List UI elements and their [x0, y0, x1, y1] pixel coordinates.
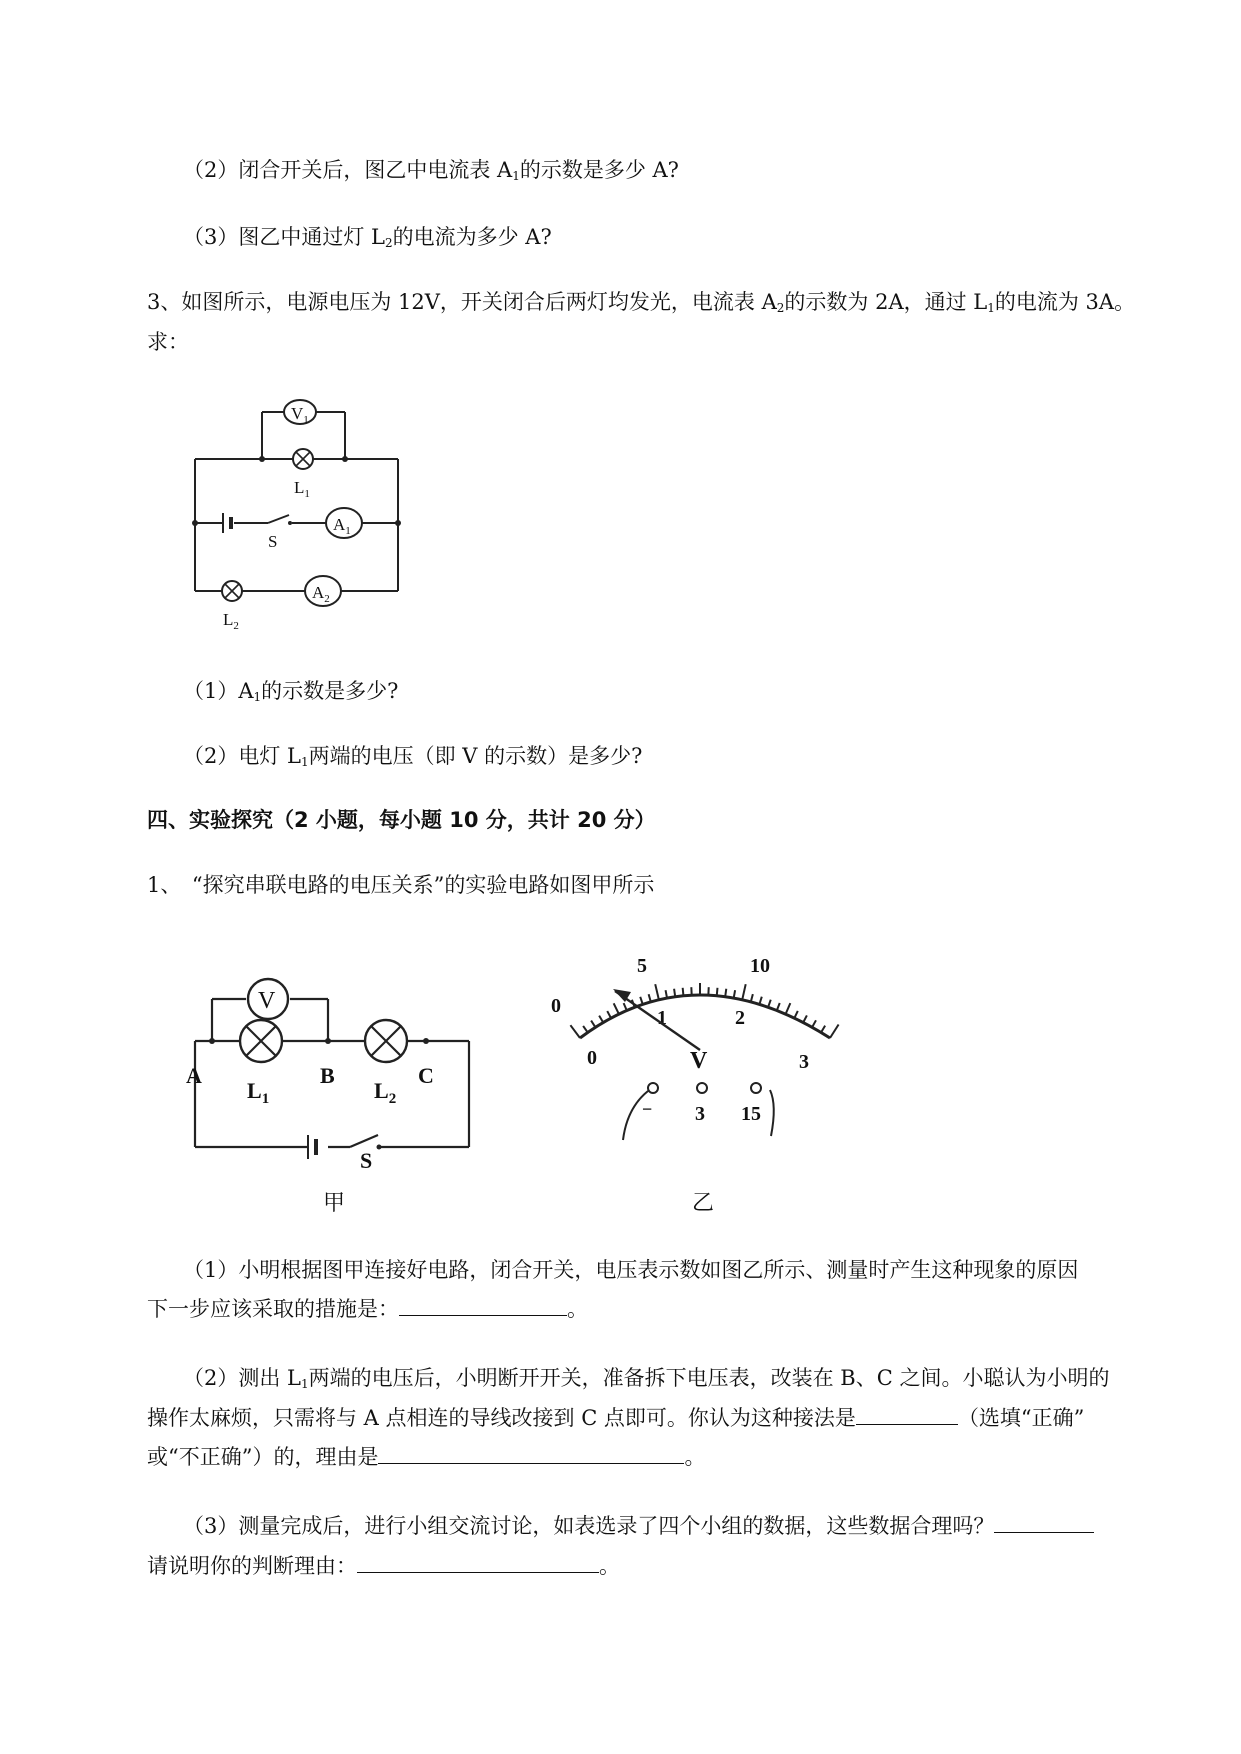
dial-tick — [751, 994, 753, 1002]
exp1-p2-line1 — [183, 1364, 1109, 1398]
q3-stem-a: 3、如图所示，电源电压为 12V，开关闭合后两灯均发光，电流表 A — [147, 290, 777, 314]
exp1-p2-sub: 1 — [300, 1377, 309, 1391]
dial-tick — [583, 1026, 588, 1033]
q3-sub1 — [183, 677, 398, 711]
dial-tick — [649, 994, 651, 1002]
figure-jia-caption: 甲 — [323, 1191, 346, 1216]
exp1-stem: 1、 “探究串联电路的电压关系”的实验电路如图甲所示 — [147, 873, 655, 897]
switch-s-label: S — [268, 532, 278, 551]
q3-sub1-text: （1）A — [183, 679, 254, 703]
q3-circuit-diagram — [190, 396, 430, 636]
dial-tick — [734, 990, 735, 998]
dial-tick — [640, 997, 643, 1005]
dial-tick — [742, 984, 745, 1000]
q2-sub3-text: （3）图乙中通过灯 L — [183, 225, 385, 249]
lead-wire-right — [770, 1090, 774, 1136]
dial-unit-v: V — [690, 1048, 708, 1074]
lamp-l2-jia-label: $L_2$ — [374, 1078, 397, 1107]
q2-sub3-tail: 的电流为多少 A? — [392, 225, 552, 249]
terminal-15 — [751, 1083, 761, 1093]
voltmeter-v-jia — [248, 979, 288, 1019]
exp1-p3-line1 — [183, 1512, 1094, 1540]
exp1-p2-line3-text: 或“不正确”）的，理由是 — [147, 1445, 379, 1469]
dial-bottom-2: 2 — [735, 1007, 745, 1029]
q3-stem-a-sub: 2 — [776, 301, 785, 315]
q2-sub2 — [183, 156, 679, 190]
figure-yi-voltmeter — [535, 940, 855, 1170]
answer-blank-p3-explain[interactable] — [357, 1552, 599, 1573]
q2-sub3 — [183, 223, 552, 257]
answer-blank-p3-reasonable[interactable] — [994, 1512, 1094, 1533]
lamp-l1-icon — [293, 449, 313, 469]
exp1-p1-line2 — [147, 1295, 588, 1323]
exp1-p2-line3-end: 。 — [684, 1445, 706, 1469]
terminal-minus-label: − — [642, 1099, 653, 1119]
dial-bottom-0: 0 — [587, 1047, 597, 1069]
exp1-p2-line2-tail: （选填“正确” — [957, 1406, 1085, 1430]
dial-tick — [812, 1020, 816, 1027]
dial-tick — [683, 988, 684, 996]
exp1-p3-line2 — [147, 1552, 620, 1580]
dial-tick — [803, 1015, 807, 1022]
dial-bottom-1: 1 — [657, 1007, 667, 1029]
point-a-label: A — [186, 1063, 202, 1088]
q3-sub2-sub: 1 — [300, 755, 309, 769]
ammeter-a1 — [326, 508, 362, 538]
switch-s-jia-label: S — [360, 1148, 373, 1173]
terminal-minus — [648, 1083, 658, 1093]
terminal-3 — [697, 1083, 707, 1093]
exp1-p1-end: 。 — [567, 1297, 588, 1321]
q3-sub2-text: （2）电灯 L — [183, 744, 301, 768]
dial-tick — [786, 1003, 791, 1014]
lamp-l2-icon — [222, 581, 242, 601]
dial-tick — [614, 1003, 619, 1014]
dial-tick — [830, 1025, 839, 1038]
answer-blank-p1[interactable] — [399, 1295, 567, 1316]
exp1-p2-text: （2）测出 L — [183, 1366, 301, 1390]
exp1-p1-prompt: 下一步应该采取的措施是： — [147, 1297, 399, 1321]
q3-stem-c: 的电流为 3A。 — [994, 290, 1136, 314]
q3-sub1-tail: 的示数是多少? — [261, 679, 399, 703]
q2-sub3-subscript: 2 — [384, 236, 393, 250]
figure-yi-caption: 乙 — [692, 1191, 715, 1216]
svg-text:A2: $A_2$ — [312, 583, 330, 605]
terminal-15-label: 15 — [741, 1103, 761, 1125]
dial-tick — [794, 1011, 797, 1018]
q2-sub2-subscript: 1 — [512, 169, 520, 183]
svg-text:V1: $V_1$ — [291, 404, 309, 426]
lamp-l2-label: $L_2$ — [223, 610, 239, 632]
exp1-p3-prompt: 请说明你的判断理由： — [147, 1554, 357, 1578]
voltmeter-v1 — [284, 400, 316, 426]
dial-tick — [821, 1026, 825, 1033]
lamp-l1-jia-label: $L_1$ — [247, 1078, 270, 1107]
point-c-label: C — [418, 1063, 434, 1088]
dial-tick — [607, 1011, 611, 1018]
lamp-l1-jia-icon — [240, 1020, 282, 1062]
dial-tick — [591, 1021, 595, 1028]
lamp-l2-jia-icon — [365, 1020, 407, 1062]
exp1-p2-tail: 两端的电压后，小明断开开关，准备拆下电压表，改装在 B、C 之间。小聪认为小明的 — [308, 1366, 1110, 1390]
dial-top-10: 10 — [750, 955, 770, 977]
dial-top-0: 0 — [551, 995, 561, 1017]
q3-stem-line2: 求： — [147, 330, 189, 354]
q3-stem-b-sub: 1 — [987, 301, 995, 315]
dial-top-5: 5 — [637, 955, 647, 977]
dial-tick — [717, 988, 718, 996]
q2-sub2-text: （2）闭合开关后，图乙中电流表 A — [183, 158, 513, 182]
q3-stem-b: 的示数为 2A，通过 L — [784, 290, 988, 314]
q3-sub1-sub: 1 — [253, 690, 262, 704]
answer-blank-p2-reason[interactable] — [378, 1443, 684, 1464]
q3-sub2 — [183, 742, 642, 776]
point-b-label: B — [320, 1063, 335, 1088]
exp1-p3-text: （3）测量完成后，进行小组交流讨论，如表选录了四个小组的数据，这些数据合理吗？ — [183, 1514, 995, 1538]
dial-tick — [570, 1025, 580, 1038]
svg-text:A1: $A_1$ — [333, 515, 351, 537]
q3-stem — [147, 288, 1135, 322]
exp1-p3-end: 。 — [599, 1554, 620, 1578]
figure-jia-circuit — [186, 962, 490, 1173]
dial-bottom-3: 3 — [799, 1051, 809, 1073]
q2-sub2-tail: 的示数是多少 A? — [519, 158, 679, 182]
dial-tick — [655, 984, 659, 1000]
section-heading: 四、实验探究（2 小题，每小题 10 分，共计 20 分） — [147, 808, 656, 832]
dial-tick — [725, 989, 726, 997]
answer-blank-p2-choice[interactable] — [856, 1404, 958, 1425]
exp1-p1-line1: （1）小明根据图甲连接好电路，闭合开关，电压表示数如图乙所示、测量时产生这种现象的原因 — [183, 1258, 1079, 1282]
ammeter-a2 — [305, 576, 341, 606]
lamp-l1-label: $L_1$ — [294, 478, 310, 500]
dial-tick — [599, 1016, 603, 1023]
dial-arc — [580, 995, 830, 1038]
dial-tick — [768, 1000, 771, 1008]
q3-sub2-tail: 两端的电压（即 V 的示数）是多少? — [308, 744, 643, 768]
terminal-3-label: 3 — [695, 1103, 705, 1125]
dial-tick — [674, 989, 675, 997]
dial-tick — [777, 1003, 780, 1010]
exp1-p2-line3 — [147, 1443, 705, 1471]
svg-text:V: V — [258, 988, 276, 1014]
exp1-p2-line2 — [147, 1404, 1084, 1432]
dial-tick — [759, 997, 761, 1005]
exp1-p2-line2-text: 操作太麻烦，只需将与 A 点相连的导线改接到 C 点即可。你认为这种接法是 — [147, 1406, 856, 1430]
dial-tick — [624, 1003, 627, 1010]
